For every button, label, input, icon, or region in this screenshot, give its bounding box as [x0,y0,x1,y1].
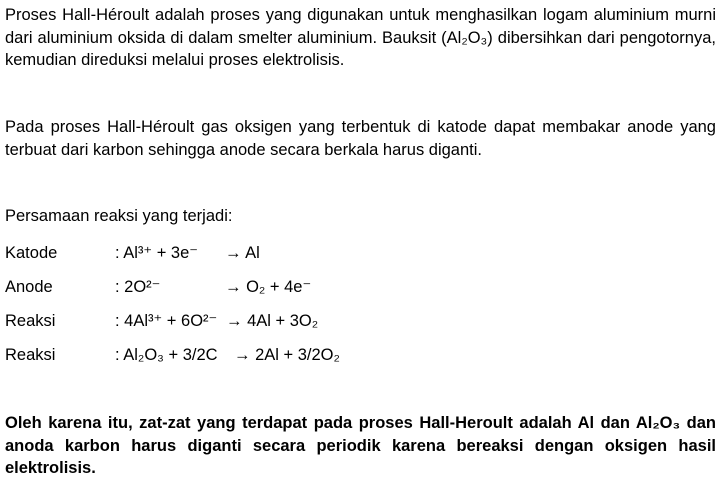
equation-label: Reaksi [5,346,56,364]
paragraph-intro: Proses Hall-Héroult adalah proses yang digunakan untuk menghasilkan logam aluminium murni dari aluminium oksida di dalam smelter aluminium. Bauksit (Al₂O₃) dibersihkan dari pengotornya, kemudian direduksi melalui proses elektrolisis. [5,6,716,69]
equation-label: Anode [5,278,53,296]
equation-row-reaksi-ionic [5,309,716,333]
equation-label: Reaksi [5,312,56,330]
equation-lhs: : Al₂O₃ + 3/2C [115,346,218,364]
equation-row-katode [5,241,716,265]
equation-row-anode [5,275,716,299]
equation-lhs: : Al³⁺ + 3e⁻ [115,244,198,262]
equation-lhs: : 4Al³⁺ + 6O²⁻ [115,312,218,330]
paragraph-anode-burn: Pada proses Hall-Héroult gas oksigen yang terbentuk di katode dapat membakar anode yang terbuat dari karbon sehingga anode secara berkala harus diganti. [5,118,716,159]
equation-label: Katode [5,244,58,262]
equation-rhs: → O₂ + 4e⁻ [225,278,312,296]
equation-lhs: : 2O²⁻ [115,278,161,296]
equation-rhs: → 2Al + 3/2O₂ [234,346,340,364]
equation-row-reaksi-overall [5,343,716,367]
conclusion-paragraph: Oleh karena itu, zat-zat yang terdapat pada proses Hall-Heroult adalah Al dan Al₂O₃ dan anoda karbon harus diganti secara periodik karena bereaksi dengan oksigen hasil elektrolisis. [5,414,716,477]
equation-rhs: → 4Al + 3O₂ [226,312,319,330]
equation-rhs: → Al [225,244,260,262]
paragraph-equations-heading: Persamaan reaksi yang terjadi: [5,207,233,225]
